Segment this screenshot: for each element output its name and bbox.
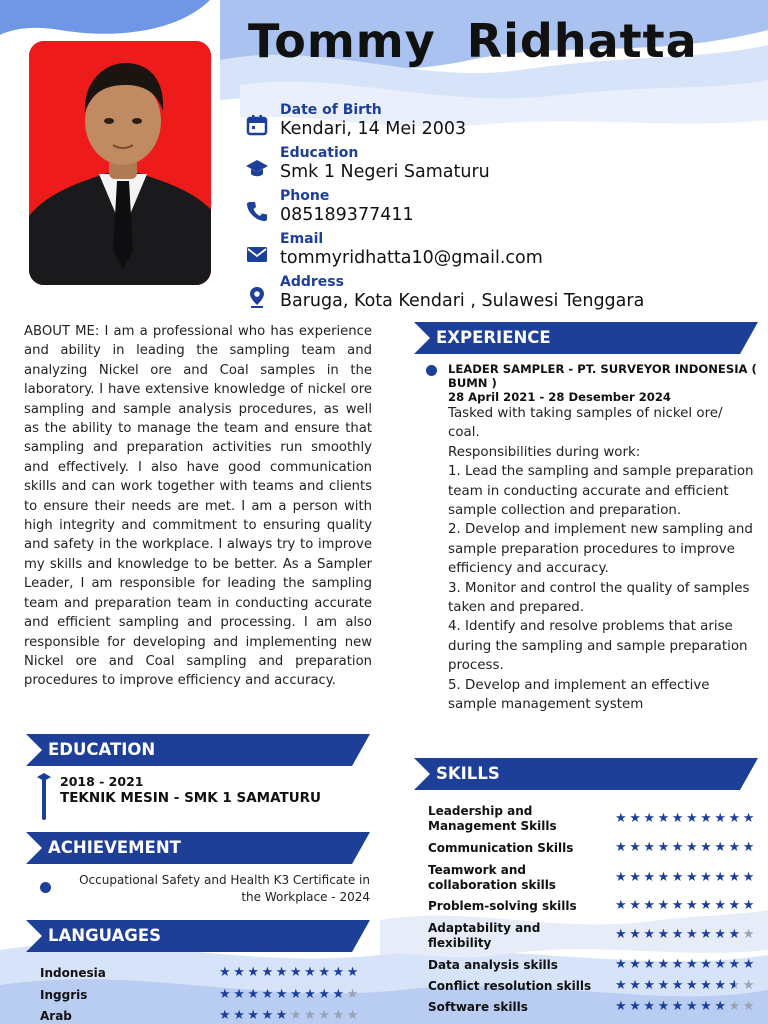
skill-name: Data analysis skills xyxy=(428,958,558,972)
skill-name: Problem-solving skills xyxy=(428,899,577,913)
star-icon: ★ xyxy=(233,1008,246,1023)
star-icon: ★ xyxy=(742,957,755,972)
language-row xyxy=(40,1009,370,1024)
education-school: TEKNIK MESIN - SMK 1 SAMATURU xyxy=(60,790,322,806)
section-title: EXPERIENCE xyxy=(436,328,551,347)
skill-name: Conflict resolution skills xyxy=(428,979,592,993)
star-icon: ★ xyxy=(742,870,755,885)
star-icon: ★ xyxy=(685,978,699,993)
star-icon: ★ xyxy=(657,999,670,1014)
star-icon: ★ xyxy=(671,927,684,942)
star-icon: ★ xyxy=(714,999,727,1014)
star-icon: ★ xyxy=(289,987,303,1002)
star-icon: ★ xyxy=(714,840,727,855)
star-icon: ★ xyxy=(742,999,755,1014)
experience-line: 4. Identify and resolve problems that arise during the sampling and sample preparation process. xyxy=(448,619,748,674)
contact-date-of-birth xyxy=(246,102,746,145)
contact-label: Phone xyxy=(280,188,330,204)
star-icon: ★ xyxy=(685,811,699,826)
star-icon: ★ xyxy=(685,840,699,855)
skill-name: Software skills xyxy=(428,1000,528,1014)
star-icon: ★ xyxy=(657,927,670,942)
language-name: Arab xyxy=(40,1009,72,1023)
contact-label: Email xyxy=(280,231,324,247)
star-icon: ★ xyxy=(728,927,741,942)
skill-rating-stars xyxy=(614,871,756,885)
graduation-cap-icon xyxy=(37,773,51,783)
star-icon: ★ xyxy=(742,927,755,942)
timeline-bar xyxy=(42,778,46,820)
skill-row xyxy=(428,979,758,999)
education-entry xyxy=(40,774,370,807)
star-icon: ★ xyxy=(728,957,741,972)
skill-row xyxy=(428,863,758,895)
person-portrait-icon xyxy=(29,41,214,288)
experience-line: 5. Develop and implement an effective sample management system xyxy=(448,677,710,713)
language-rating-stars xyxy=(218,988,360,1002)
education-banner xyxy=(26,734,370,766)
star-icon: ★ xyxy=(247,1008,260,1023)
contact-value: Smk 1 Negeri Samaturu xyxy=(280,162,490,182)
star-icon: ★ xyxy=(700,811,713,826)
star-icon: ★ xyxy=(332,1008,345,1023)
star-icon: ★ xyxy=(219,965,232,980)
language-name: Indonesia xyxy=(40,966,106,980)
star-icon: ★ xyxy=(742,898,755,913)
star-icon: ★ xyxy=(643,978,656,993)
skill-rating-stars xyxy=(614,958,756,972)
star-icon: ★ xyxy=(671,999,684,1014)
star-icon: ★ xyxy=(332,987,345,1002)
experience-line: Responsibilities during work: xyxy=(448,444,641,460)
star-icon: ★ xyxy=(304,987,317,1002)
star-icon: ★ xyxy=(261,965,274,980)
star-icon: ★ xyxy=(728,811,741,826)
achievement-text: Occupational Safety and Health K3 Certificate in the Workplace - 2024 xyxy=(79,873,370,904)
star-icon: ★ xyxy=(643,927,656,942)
about-me-text: ABOUT ME: I am a professional who has experience and ability in leading the sampling team and analyzing Nickel ore and Coal samples in the laboratory. I have extensive knowledge of nickel ore sampling and sample analysis procedures, as well as the ability to manage the team and ensure that sampling and preparation activities run smoothly and effectively. I also have good communication skills and can work together with teams and clients to ensure their needs are met. I am a person with high integrity and commitment to ensuring quality and safety in the workplace. I always try to improve my skills and knowledge to be better. As a Sampler Leader, I am responsible for leading the sampling team and preparation team in conducting accurate and efficient sampling and processing. I am also responsible for developing and implementing new Nickel ore and Coal sampling and preparation procedures to improve efficiency and accuracy. xyxy=(24,324,372,689)
contact-email xyxy=(246,231,746,274)
skill-row xyxy=(428,1000,758,1020)
star-icon: ★ xyxy=(685,927,699,942)
star-icon: ★ xyxy=(233,965,246,980)
star-icon: ★ xyxy=(289,1008,303,1023)
star-icon: ★ xyxy=(643,811,656,826)
experience-description xyxy=(448,404,758,715)
star-icon: ★ xyxy=(700,898,713,913)
star-icon: ★ xyxy=(615,957,628,972)
experience-title: LEADER SAMPLER - PT. SURVEYOR INDONESIA ( BUMN ) xyxy=(448,362,757,390)
star-icon: ★ xyxy=(615,870,628,885)
star-icon: ★ xyxy=(700,957,713,972)
skill-row xyxy=(428,921,758,953)
contact-value: tommyridhatta10@gmail.com xyxy=(280,248,543,268)
star-icon: ★ xyxy=(275,965,288,980)
star-icon: ★ xyxy=(657,957,670,972)
star-icon: ★ xyxy=(615,811,628,826)
star-icon: ★ xyxy=(671,978,684,993)
star-icon: ★ xyxy=(629,927,642,942)
section-title: EDUCATION xyxy=(48,740,156,759)
skill-row xyxy=(428,841,758,861)
star-icon: ★ xyxy=(629,840,642,855)
experience-line: 2. Develop and implement new sampling and sample preparation procedures to improve efficiency and accuracy. xyxy=(448,522,753,577)
experience-entry xyxy=(428,362,758,715)
location-pin-icon xyxy=(246,286,268,308)
star-icon: ★ xyxy=(275,1008,288,1023)
star-icon: ★ xyxy=(657,840,670,855)
star-icon: ★ xyxy=(714,978,727,993)
language-row xyxy=(40,988,370,1008)
star-icon: ★ xyxy=(700,978,713,993)
star-icon: ★ xyxy=(714,927,727,942)
profile-photo xyxy=(26,38,214,288)
star-icon: ★ xyxy=(643,870,656,885)
star-icon: ★ xyxy=(728,870,741,885)
star-icon: ★ xyxy=(346,1008,359,1023)
contact-value: Kendari, 14 Mei 2003 xyxy=(280,119,467,139)
skill-rating-stars xyxy=(614,979,756,993)
experience-line: 3. Monitor and control the quality of samples taken and prepared. xyxy=(448,580,750,616)
skill-name: Leadership and Management Skills xyxy=(428,804,557,833)
skills-banner xyxy=(414,758,758,790)
star-icon: ★ xyxy=(629,978,642,993)
language-name: Inggris xyxy=(40,988,88,1002)
phone-icon xyxy=(246,200,268,222)
experience-date: 28 April 2021 - 28 Desember 2024 xyxy=(448,390,671,404)
skill-name: Communication Skills xyxy=(428,841,574,855)
star-icon: ★ xyxy=(615,898,628,913)
star-icon: ★ xyxy=(247,965,260,980)
star-icon: ★ xyxy=(657,870,670,885)
graduation-cap-icon xyxy=(246,157,268,179)
section-title: SKILLS xyxy=(436,764,500,783)
star-icon: ★ xyxy=(728,999,741,1014)
skill-name: Teamwork and collaboration skills xyxy=(428,863,556,892)
star-icon: ★ xyxy=(700,999,713,1014)
contact-info xyxy=(246,102,746,317)
star-icon: ★ xyxy=(671,957,684,972)
star-icon: ★ xyxy=(615,840,628,855)
star-icon: ★ xyxy=(219,1008,232,1023)
star-icon: ★ xyxy=(643,898,656,913)
star-icon: ★ xyxy=(671,840,684,855)
experience-line: 1. Lead the sampling and sample preparation team in conducting accurate and efficient sample collection and preparation. xyxy=(448,464,754,519)
bullet-dot xyxy=(426,365,437,376)
achievement-banner xyxy=(26,832,370,864)
star-icon: ★ xyxy=(304,1008,317,1023)
star-icon: ★ xyxy=(261,1008,274,1023)
star-icon: ★ xyxy=(700,840,713,855)
star-icon: ★ xyxy=(728,840,741,855)
star-icon: ★ xyxy=(318,987,331,1002)
star-icon: ★ xyxy=(643,999,656,1014)
star-icon: ★ xyxy=(714,870,727,885)
star-icon: ★ xyxy=(657,978,670,993)
contact-label: Education xyxy=(280,145,359,161)
star-icon: ★ xyxy=(742,978,755,993)
star-icon: ★ xyxy=(728,978,741,993)
experience-banner xyxy=(414,322,758,354)
star-icon: ★ xyxy=(346,965,359,980)
star-icon: ★ xyxy=(657,811,670,826)
star-icon: ★ xyxy=(714,898,727,913)
star-icon: ★ xyxy=(700,927,713,942)
skill-rating-stars xyxy=(614,841,756,855)
star-icon: ★ xyxy=(615,927,628,942)
language-rating-stars xyxy=(218,1009,360,1023)
skill-rating-stars xyxy=(614,1000,756,1014)
section-title: ACHIEVEMENT xyxy=(48,838,181,857)
contact-label: Address xyxy=(280,274,344,290)
star-icon: ★ xyxy=(233,987,246,1002)
star-icon: ★ xyxy=(629,811,642,826)
star-icon: ★ xyxy=(685,870,699,885)
star-icon: ★ xyxy=(657,898,670,913)
contact-value: 085189377411 xyxy=(280,205,414,225)
bullet-dot xyxy=(40,882,51,893)
languages-banner xyxy=(26,920,370,952)
star-icon: ★ xyxy=(671,811,684,826)
contact-value: Baruga, Kota Kendari , Sulawesi Tenggara xyxy=(280,291,645,311)
star-icon: ★ xyxy=(728,898,741,913)
star-icon: ★ xyxy=(289,965,303,980)
star-icon: ★ xyxy=(318,1008,331,1023)
education-years: 2018 - 2021 xyxy=(60,774,144,789)
star-icon: ★ xyxy=(615,999,628,1014)
star-icon: ★ xyxy=(671,870,684,885)
mail-icon xyxy=(246,243,268,265)
star-icon: ★ xyxy=(714,957,727,972)
star-icon: ★ xyxy=(219,987,232,1002)
star-icon: ★ xyxy=(332,965,345,980)
star-icon: ★ xyxy=(629,957,642,972)
star-icon: ★ xyxy=(629,999,642,1014)
star-icon: ★ xyxy=(643,957,656,972)
star-icon: ★ xyxy=(685,957,699,972)
skill-name: Adaptability and flexibility xyxy=(428,921,541,950)
language-row xyxy=(40,966,370,986)
skill-rating-stars xyxy=(614,812,756,826)
star-icon: ★ xyxy=(742,811,755,826)
star-icon: ★ xyxy=(629,898,642,913)
star-icon: ★ xyxy=(685,999,699,1014)
star-icon: ★ xyxy=(714,811,727,826)
skill-row xyxy=(428,958,758,978)
contact-label: Date of Birth xyxy=(280,102,382,118)
achievement-entry xyxy=(40,872,370,906)
skill-rating-stars xyxy=(614,899,756,913)
star-icon: ★ xyxy=(629,870,642,885)
section-title: LANGUAGES xyxy=(48,926,161,945)
language-rating-stars xyxy=(218,966,360,980)
contact-education xyxy=(246,145,746,188)
contact-phone xyxy=(246,188,746,231)
star-icon: ★ xyxy=(275,987,288,1002)
contact-address xyxy=(246,274,746,317)
star-icon: ★ xyxy=(304,965,317,980)
star-icon: ★ xyxy=(261,987,274,1002)
skill-row xyxy=(428,804,758,836)
star-icon: ★ xyxy=(742,840,755,855)
star-icon: ★ xyxy=(346,987,359,1002)
star-icon: ★ xyxy=(615,978,628,993)
star-icon: ★ xyxy=(318,965,331,980)
skill-rating-stars xyxy=(614,928,756,942)
star-icon: ★ xyxy=(671,898,684,913)
experience-line: Tasked with taking samples of nickel ore/ coal. xyxy=(448,406,723,441)
star-icon: ★ xyxy=(700,870,713,885)
star-icon: ★ xyxy=(643,840,656,855)
calendar-icon xyxy=(246,114,268,136)
skill-row xyxy=(428,899,758,919)
candidate-name: Tommy Ridhatta xyxy=(248,14,698,68)
star-icon: ★ xyxy=(685,898,699,913)
star-icon: ★ xyxy=(247,987,260,1002)
